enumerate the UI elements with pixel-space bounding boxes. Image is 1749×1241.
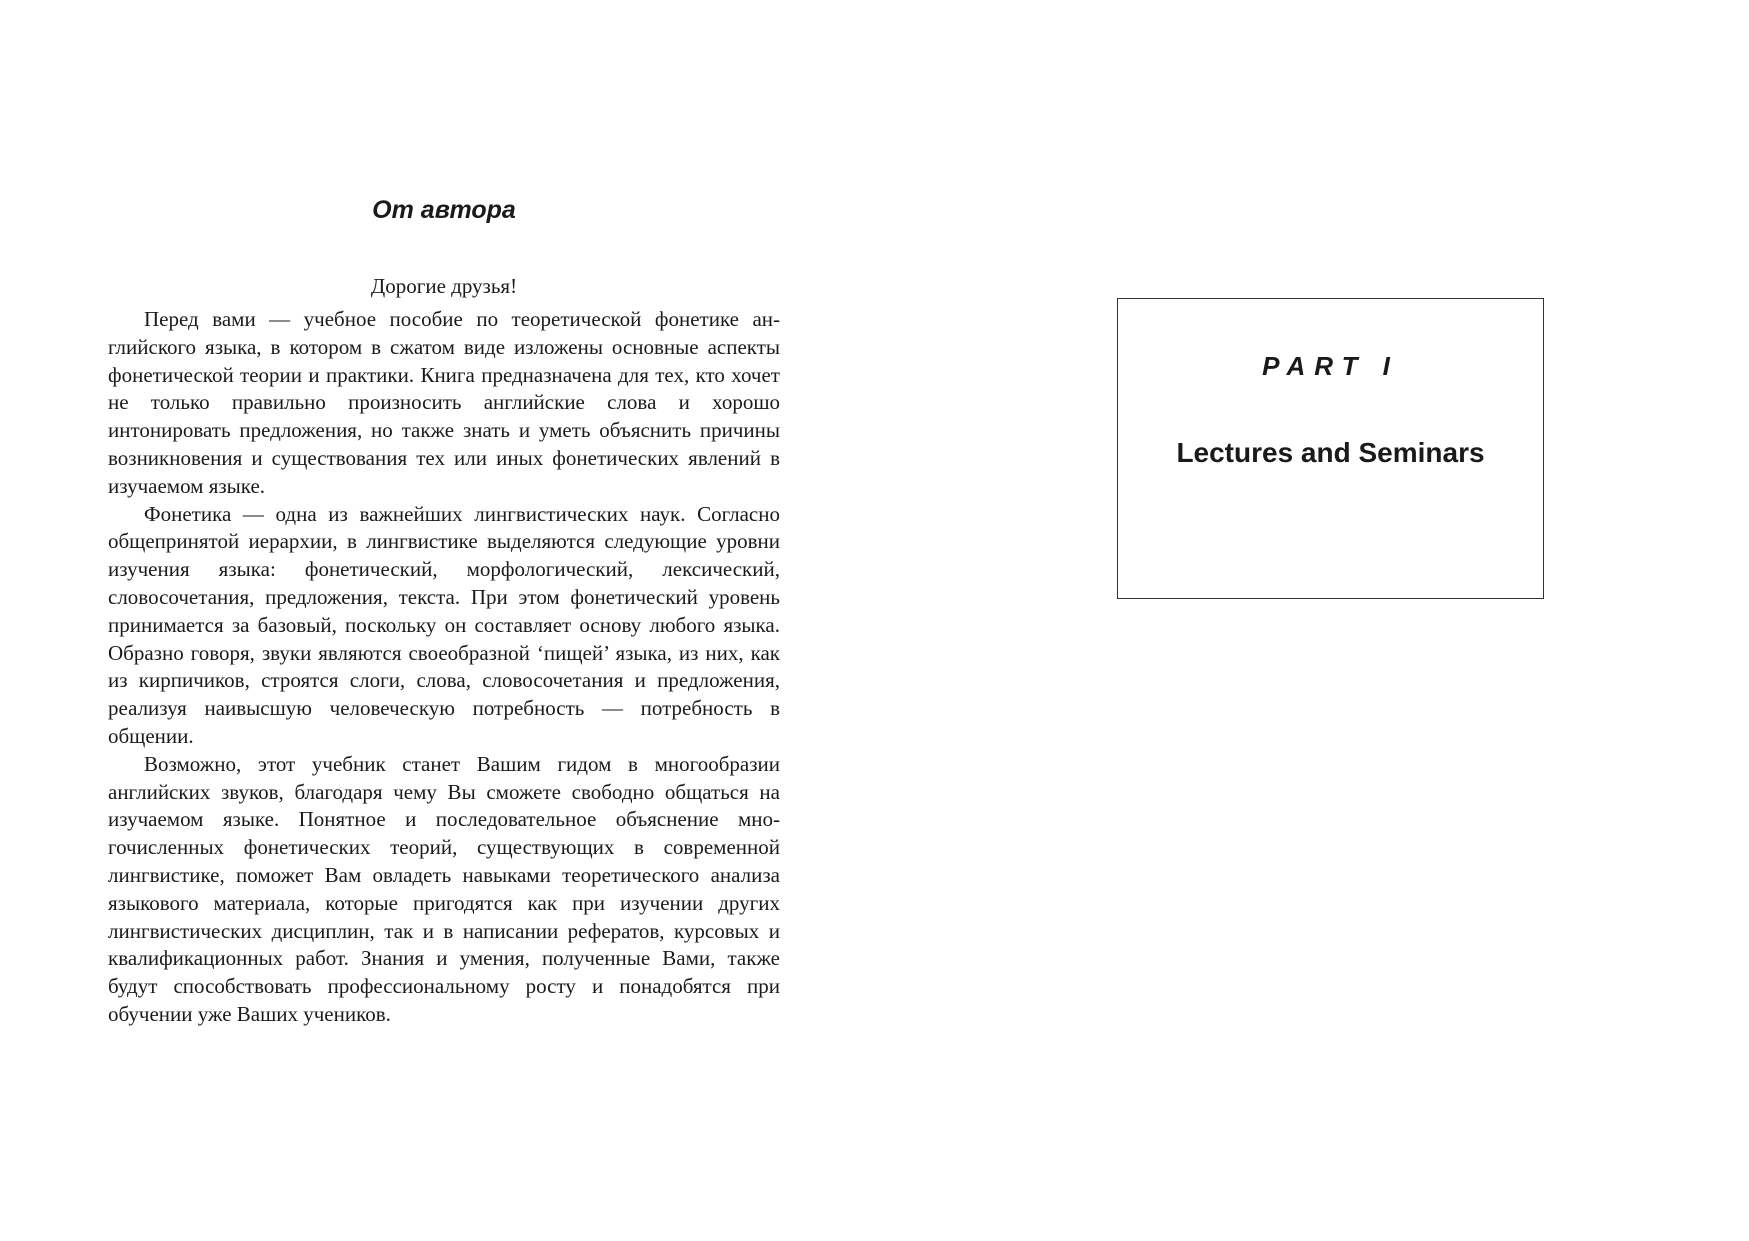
salutation: Дорогие друзья! <box>370 274 518 298</box>
page-title: От автора <box>372 196 516 224</box>
body-text <box>108 306 780 1029</box>
part-label: PART I <box>1262 351 1399 381</box>
paragraph: Возможно, этот учебник станет Вашим гидом в многообразии английских звуков, благодаря чему Вы сможете свободно общаться на изучаемом языке. Понятное и последовательное объяснение многочисленных фонетических теорий, существующих в современной лингвистике, поможет Вам овладеть навыками теоретического анализа языкового материала, которые пригодятся как при изучении других лингвистических дисциплин, так и в написании рефератов, курсовых и квалификационных работ. Знания и умения, полученные Вами, также будут способствовать профессиональному росту и понадобятся при обучении уже Ваших учеников. <box>108 751 780 1026</box>
part-title: Lectures and Seminars <box>1176 437 1485 468</box>
left-page <box>108 190 780 1029</box>
paragraph: Фонетика — одна из важнейших лингвистических наук. Согласно общепринятой иерархии, в лингвистике выделяются следующие уровни изучения языка: фонетический, морфологический, лексический, словосочетания, предложения, текста. При этом фонетический уровень принимается за базовый, поскольку он составляет основу любого языка. Образно говоря, звуки являются своеобразной ‘пищей’ языка, из них, как из кирпичиков, строятся слоги, слова, словосочетания и предложения, реализуя наивысшую человеческую потребность — потребность в общении. <box>108 501 780 748</box>
part-title-box <box>1117 298 1544 599</box>
paragraph: Перед вами — учебное пособие по теоретической фонетике английского языка, в котором в сжатом виде изложены основные аспекты фонетической теории и практики. Книга предназначена для тех, кто хочет не только правильно произносить английские слова и хорошо интонировать предложения, но также знать и уметь объяснить причины возникновения и существования тех или иных фонетических явлений в изучаемом языке. <box>108 307 780 498</box>
